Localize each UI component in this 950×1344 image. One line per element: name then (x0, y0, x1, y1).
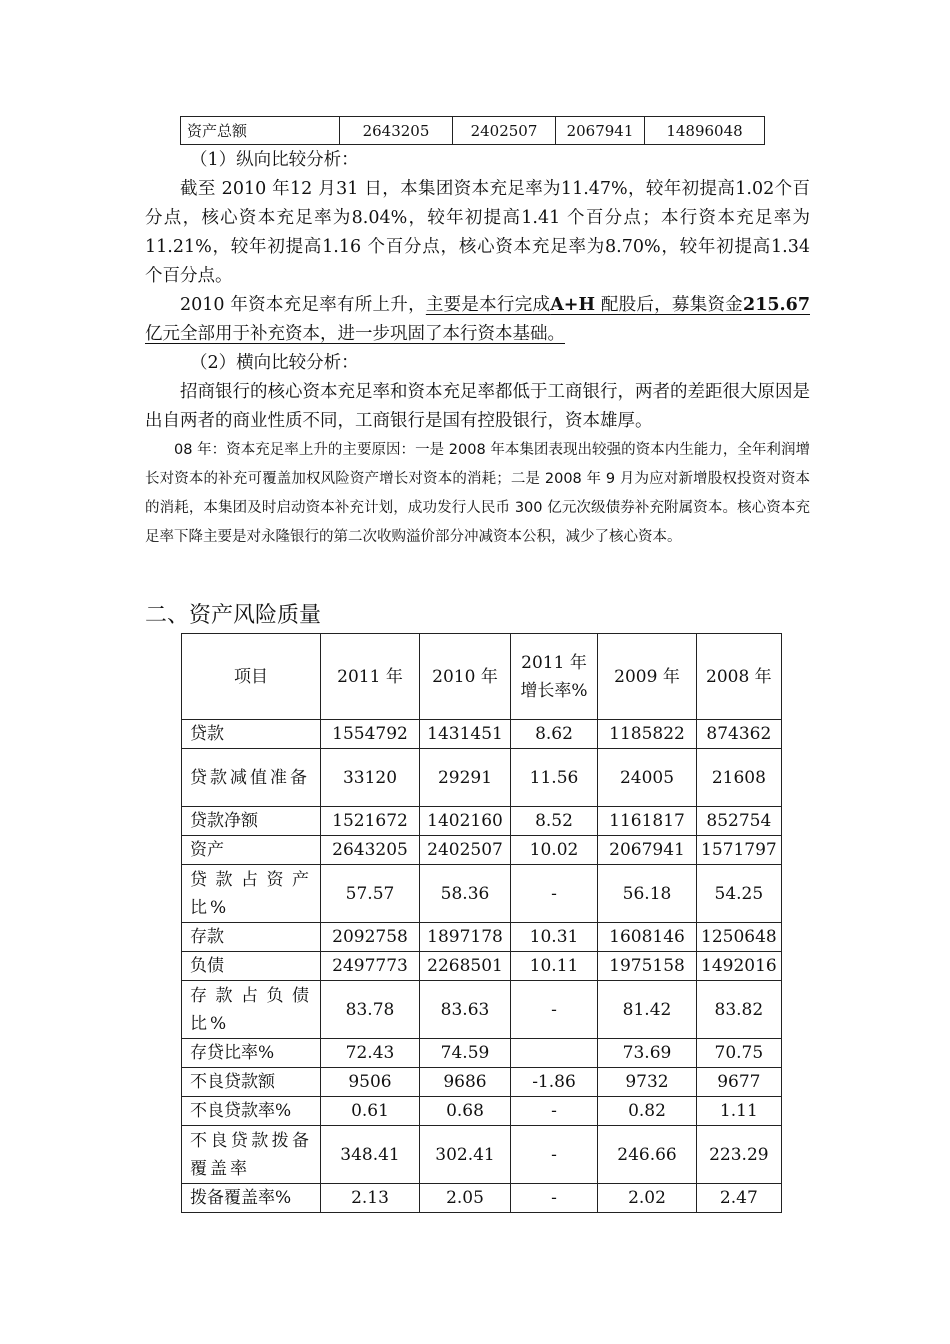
row-label: 贷款占资产比% (182, 865, 321, 923)
table-row (182, 1039, 782, 1068)
table-row (182, 1097, 782, 1126)
table-cell: 1897178 (420, 923, 511, 952)
table-cell: 14896048 (645, 117, 765, 145)
table-cell: 11.56 (511, 749, 598, 807)
table-cell: 2.02 (598, 1184, 697, 1213)
table-cell: 83.82 (697, 981, 782, 1039)
table-cell: 0.68 (420, 1097, 511, 1126)
table-cell: -1.86 (511, 1068, 598, 1097)
table-cell: 54.25 (697, 865, 782, 923)
table-cell: 10.02 (511, 836, 598, 865)
underlined-part: 配股后，募集资金 (595, 295, 744, 315)
section-title: 二、资产风险质量 (145, 603, 322, 628)
table-cell: 24005 (598, 749, 697, 807)
capital-adequacy-paragraph: 截至 2010 年12 月31 日，本集团资本充足率为11.47%，较年初提高1.02个百分点，核心资本充足率为8.04%，较年初提高1.41 个百分点；本行资本充足率为11.21%，较年初提高1.16 个百分点，核心资本充足率为8.70%，较年初提高1.34 个百分点。 (145, 179, 810, 286)
table-cell: 81.42 (598, 981, 697, 1039)
row-label: 存款 (182, 923, 321, 952)
table-cell: 1250648 (697, 923, 782, 952)
total-assets-table (180, 116, 765, 145)
table-cell: 2268501 (420, 952, 511, 981)
row-label: 负债 (182, 952, 321, 981)
year-2008-paragraph: 08 年：资本充足率上升的主要原因：一是 2008 年本集团表现出较强的资本内生能力，全年利润增长对资本的补充可覆盖加权风险资产增长对资本的消耗；二是 2008 年 9 月为应对新增股权投资对资本的消耗，本集团及时启动资本补充计划，成功发行人民币 300 亿元次级债券补充附属资本。核心资本充足率下降主要是对永隆银行的第二次收购溢价部分冲减资本公积，减少了核心资本。 (145, 442, 810, 545)
table-cell: 1521672 (321, 807, 420, 836)
column-header: 2011 年增长率% (511, 634, 598, 720)
table-header-row (182, 634, 782, 720)
table-cell: 1608146 (598, 923, 697, 952)
table-cell: 83.63 (420, 981, 511, 1039)
table-cell: 2.47 (697, 1184, 782, 1213)
table-cell: 852754 (697, 807, 782, 836)
table-row (182, 836, 782, 865)
table-cell: 8.52 (511, 807, 598, 836)
table-cell: 33120 (321, 749, 420, 807)
table-cell: 9732 (598, 1068, 697, 1097)
paragraph-lead: 2010 年资本充足率有所上升， (180, 295, 426, 315)
table-cell: - (511, 1184, 598, 1213)
table-cell: 56.18 (598, 865, 697, 923)
table-cell: 0.61 (321, 1097, 420, 1126)
capital-rise-paragraph (145, 291, 810, 349)
column-header: 2008 年 (697, 634, 782, 720)
table-cell: 1492016 (697, 952, 782, 981)
table-row (182, 720, 782, 749)
table-cell: 223.29 (697, 1126, 782, 1184)
table-cell: 70.75 (697, 1039, 782, 1068)
table-row (182, 981, 782, 1039)
table-cell: 73.69 (598, 1039, 697, 1068)
table-row (182, 749, 782, 807)
table-cell: 1571797 (697, 836, 782, 865)
table-cell: 10.11 (511, 952, 598, 981)
table-row (182, 807, 782, 836)
table-cell: 57.57 (321, 865, 420, 923)
table-row (182, 865, 782, 923)
table-cell: 29291 (420, 749, 511, 807)
table-cell: 246.66 (598, 1126, 697, 1184)
table-row (182, 952, 782, 981)
table-cell: 72.43 (321, 1039, 420, 1068)
row-label: 资产总额 (181, 117, 340, 145)
table-cell: - (511, 865, 598, 923)
table-cell: 9506 (321, 1068, 420, 1097)
table-cell: 1431451 (420, 720, 511, 749)
table-cell: 2643205 (321, 836, 420, 865)
table-cell: 0.82 (598, 1097, 697, 1126)
row-label: 存款占负债比% (182, 981, 321, 1039)
horizontal-analysis-heading: （2）横向比较分析： (190, 353, 359, 373)
column-header: 2010 年 (420, 634, 511, 720)
table-cell: 2067941 (598, 836, 697, 865)
row-label: 不良贷款额 (182, 1068, 321, 1097)
row-label: 贷款减值准备 (182, 749, 321, 807)
table-cell: 2402507 (453, 117, 556, 145)
row-label: 拨备覆盖率% (182, 1184, 321, 1213)
table-cell: - (511, 1126, 598, 1184)
table-cell: 2092758 (321, 923, 420, 952)
column-header: 2011 年 (321, 634, 420, 720)
table-cell: 1402160 (420, 807, 511, 836)
table-cell: 1554792 (321, 720, 420, 749)
underlined-part: 主要是本行完成 (425, 295, 551, 315)
table-row (182, 1068, 782, 1097)
row-label: 存贷比率% (182, 1039, 321, 1068)
row-label: 资产 (182, 836, 321, 865)
row-label: 贷款净额 (182, 807, 321, 836)
table-cell: 9677 (697, 1068, 782, 1097)
asset-risk-table (181, 633, 782, 1213)
row-label: 不良贷款率% (182, 1097, 321, 1126)
table-cell: - (511, 1097, 598, 1126)
table-cell: 1.11 (697, 1097, 782, 1126)
table-cell: 2402507 (420, 836, 511, 865)
table-cell: 874362 (697, 720, 782, 749)
table-cell: 1161817 (598, 807, 697, 836)
table-row (182, 1184, 782, 1213)
underlined-part: 亿元全部用于补充资本，进一步巩固了本行资本基础。 (145, 324, 565, 344)
table-cell: 2067941 (556, 117, 645, 145)
table-cell: 2.05 (420, 1184, 511, 1213)
table-row (182, 923, 782, 952)
row-label: 不良贷款拨备覆盖率 (182, 1126, 321, 1184)
table-cell: 1975158 (598, 952, 697, 981)
column-header: 项目 (182, 634, 321, 720)
table-cell: 21608 (697, 749, 782, 807)
comparison-paragraph: 招商银行的核心资本充足率和资本充足率都低于工商银行，两者的差距很大原因是出自两者的商业性质不同，工商银行是国有控股银行，资本雄厚。 (145, 382, 810, 431)
table-cell: 58.36 (420, 865, 511, 923)
table-cell: 2.13 (321, 1184, 420, 1213)
table-cell: 2497773 (321, 952, 420, 981)
bold-number: 215.67 (743, 295, 810, 315)
table-cell: 83.78 (321, 981, 420, 1039)
table-cell: 10.31 (511, 923, 598, 952)
table-cell: - (511, 981, 598, 1039)
table-cell: 1185822 (598, 720, 697, 749)
table-cell: 9686 (420, 1068, 511, 1097)
table-cell: 302.41 (420, 1126, 511, 1184)
table-row (182, 1126, 782, 1184)
bold-text: A+H (550, 295, 596, 315)
table-cell: 8.62 (511, 720, 598, 749)
table-row (181, 117, 765, 145)
vertical-analysis-heading: （1）纵向比较分析： (190, 150, 359, 170)
table-cell (511, 1039, 598, 1068)
table-cell: 74.59 (420, 1039, 511, 1068)
table-cell: 348.41 (321, 1126, 420, 1184)
table-cell: 2643205 (340, 117, 453, 145)
column-header: 2009 年 (598, 634, 697, 720)
row-label: 贷款 (182, 720, 321, 749)
